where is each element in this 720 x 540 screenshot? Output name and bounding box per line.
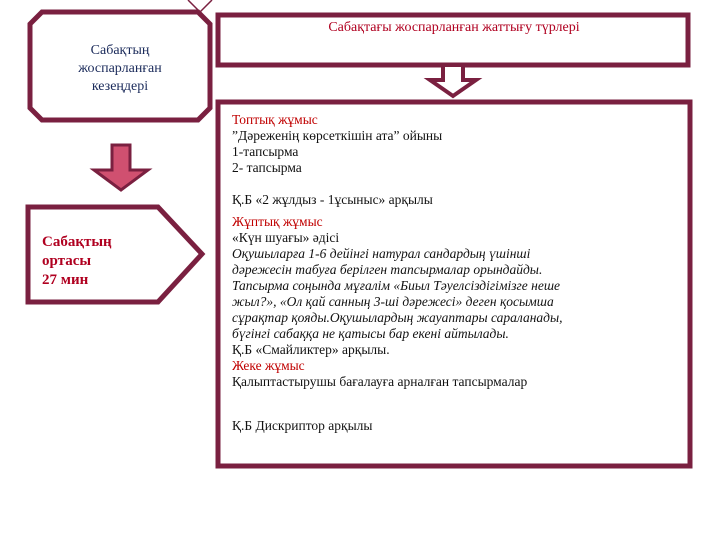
stage-line-1: Сабақтың	[90, 43, 150, 58]
description-line: сұрақтар қояды.Оқушылардың жауаптары сараланады,	[232, 310, 563, 325]
method-line: «Күн шуағы» әдісі	[232, 230, 340, 245]
middle-box-label	[42, 233, 172, 290]
stage-down-arrow-icon	[94, 145, 148, 190]
feedback-2: Қ.Б «Смайликтер» арқылы.	[232, 342, 390, 357]
feedback-3: Қ.Б Дискриптор арқылы	[232, 418, 373, 433]
group-work-title: Топтық жұмыс	[232, 112, 318, 127]
middle-line-3: 27 мин	[42, 272, 89, 288]
header-down-arrow-icon	[430, 65, 476, 96]
individual-work-title: Жеке жұмыс	[232, 358, 305, 373]
stage-line-2: жоспарланған	[78, 61, 162, 76]
description-line: бүгінгі сабаққа не қатысы бар екені айтылады.	[232, 326, 509, 341]
middle-line-1: Сабақтың	[42, 234, 112, 250]
description-line: дәрежесін табуға берілген тапсырмалар орындайды.	[232, 262, 543, 277]
game-line: ”Дәреженің көрсеткішін ата” ойыны	[232, 128, 443, 143]
individual-text: Қалыптастырушы бағалауға арналған тапсырмалар	[232, 374, 528, 389]
content-text	[232, 112, 682, 434]
description-line: Оқушыларға 1-6 дейінгі натурал сандардың үшінші	[232, 246, 531, 261]
stage-box-label	[40, 34, 200, 104]
description-line: Тапсырма соңында мұғалім «Биыл Тәуелсіздігімізге неше	[232, 278, 561, 293]
task-2: 2- тапсырма	[232, 160, 302, 175]
stage-line-3: кезеңдері	[91, 79, 149, 94]
description-line: жыл?», «Ол қай санның 3-ші дәрежесі» деген қосымша	[232, 294, 554, 309]
feedback-1: Қ.Б «2 жұлдыз - 1ұсыныс» арқылы	[232, 192, 433, 207]
pair-work-title: Жұптық жұмыс	[232, 214, 323, 229]
task-1: 1-тапсырма	[232, 144, 299, 159]
middle-line-2: ортасы	[42, 253, 92, 269]
header-box-label: Сабақтағы жоспарланған жаттығу түрлері	[328, 20, 580, 35]
